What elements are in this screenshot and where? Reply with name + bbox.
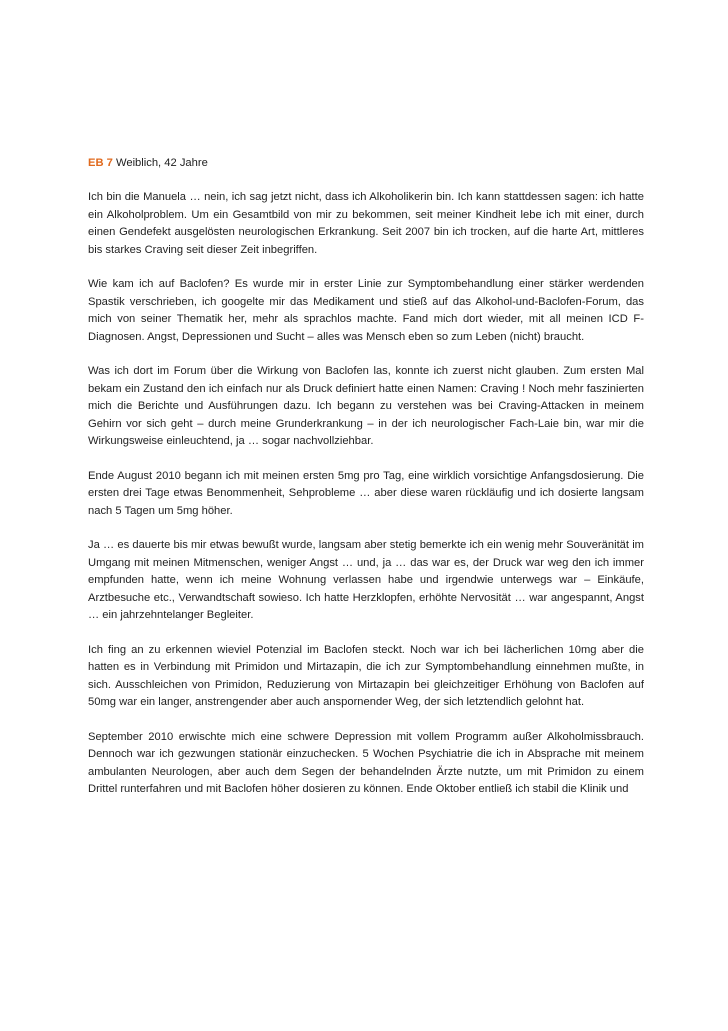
paragraph-5: Ja … es dauerte bis mir etwas bewußt wurde, langsam aber stetig bemerkte ich ein wenig mehr Souveränität im Umgang mit meinen Mitmenschen, weniger Angst … und, ja … das war es, der Druck war weg den ich immer empfunden hatte, wenn ich meine Wohnung verlassen habe und irgendwie unterwegs war – Einkäufe, Arztbesuche etc., Verwandtschaft sowieso. Ich hatte Herzklopfen, erhöhte Nervosität … war angespannt, Angst … ein jahrzehntelanger Begleiter. <box>88 539 644 622</box>
document-page <box>88 155 644 816</box>
case-subtitle: Weiblich, 42 Jahre <box>115 157 208 169</box>
paragraph-4: Ende August 2010 begann ich mit meinen ersten 5mg pro Tag, eine wirklich vorsichtige Anfangsdosierung. Die ersten drei Tage etwas Benommenheit, Sehprobleme … aber diese waren rückläufig und ich dosierte langsam nach 5 Tagen um 5mg höher. <box>88 469 644 517</box>
document-heading <box>88 155 644 172</box>
case-code: EB 7 <box>88 157 113 169</box>
paragraph-3: Was ich dort im Forum über die Wirkung von Baclofen las, konnte ich zuerst nicht glauben. Zum ersten Mal bekam ein Zustand den ich einfach nur als Druck definiert hatte einen Namen: Craving ! Noch mehr faszinierten mich die Berichte und Ausführungen dazu. Ich begann zu verstehen was bei Craving-Attacken in meinem Gehirn vor sich geht – durch meine Grunderkrankung – in der ich neurologischer Fach-Laie bin, war mir die Wirkungsweise einleuchtend, ja … sogar nachvollziehbar. <box>88 365 644 448</box>
paragraph-6: Ich fing an zu erkennen wieviel Potenzial im Baclofen steckt. Noch war ich bei lächerlichen 10mg aber die hatten es in Verbindung mit Primidon und Mirtazapin, die ich zur Symptombehandlung einnehmen mußte, in sich. Ausschleichen von Primidon, Reduzierung von Mirtazapin bei gleichzeitiger Erhöhung von Baclofen auf 50mg war ein langer, anstrengender aber auch anspornender Weg, der sich letztendlich gelohnt hat. <box>88 643 644 709</box>
paragraph-1: Ich bin die Manuela … nein, ich sag jetzt nicht, dass ich Alkoholikerin bin. Ich kann stattdessen sagen: ich hatte ein Alkoholproblem. Um ein Gesamtbild von mir zu bekommen, seit meiner Kindheit lebe ich mit einer, durch einen Gendefekt ausgelösten neurologischen Erkrankung. Seit 2007 bin ich trocken, auf die harte Art, mittleres bis starkes Craving seit dieser Zeit inbegriffen. <box>88 191 644 256</box>
paragraph-7: September 2010 erwischte mich eine schwere Depression mit vollem Programm außer Alkoholmissbrauch. Dennoch war ich gezwungen stationär einzuchecken. 5 Wochen Psychiatrie die ich in Absprache mit meinem ambulanten Neurologen, aber auch dem Segen der behandelnden Ärzte nutzte, um mit Primidon zu einem Drittel runterfahren und mit Baclofen höher dosieren zu können. Ende Oktober entließ ich stabil die Klinik und <box>88 730 644 796</box>
paragraph-2: Wie kam ich auf Baclofen? Es wurde mir in erster Linie zur Symptombehandlung einer stärker werdenden Spastik verschrieben, ich googelte mir das Medikament und stieß auf das Alkohol-und-Baclofen-Forum, das mich von seiner Thematik her, mehr als sprachlos machte. Fand mich dort wieder, mit all meinen ICD F-Diagnosen. Angst, Depressionen und Sucht – alles was Mensch eben so zum Leben (nicht) braucht. <box>88 278 644 343</box>
